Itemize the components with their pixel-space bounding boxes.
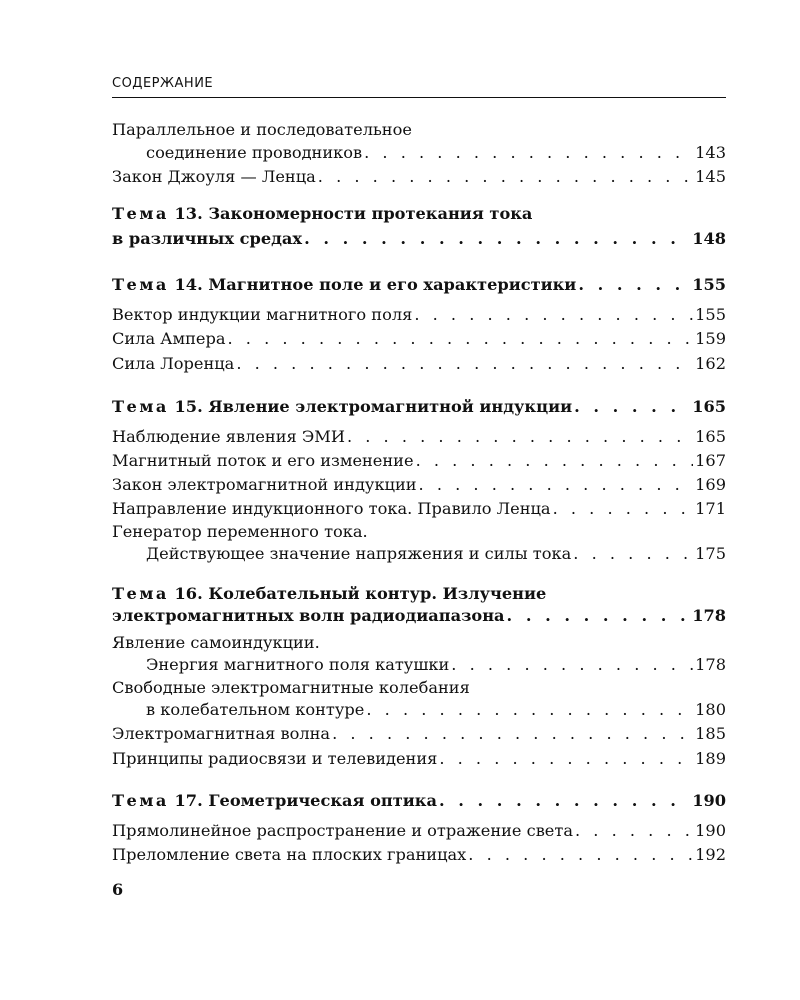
toc-topic-heading [112,393,726,417]
toc-page-number: 185 [695,724,726,743]
toc-entry [146,540,726,564]
dot-leader [574,397,690,417]
toc-page-number: 190 [695,821,726,840]
dot-leader [318,167,693,187]
toc-page-number: 155 [692,275,726,294]
toc-entry [146,696,726,720]
toc-entry-title: 13. Закономерности протекания тока [174,204,533,223]
toc-entry-title: электромагнитных волн радиодиапазона [112,606,505,625]
dot-leader [439,791,690,811]
dot-leader [228,329,694,349]
toc-page-number: 175 [695,544,726,563]
toc-entry-title: 17. Геометрическая оптика [174,791,437,810]
toc-entry-title: в колебательном контуре [146,700,365,719]
toc-entry-title: Наблюдение явления ЭМИ [112,427,345,446]
toc-entry-title: соединение проводников [146,143,363,162]
toc-topic-heading [112,225,726,249]
toc-entry-title: Явление самоиндукции. [112,633,320,652]
toc-page-number: 143 [695,143,726,162]
toc-entry-title: Генератор переменного тока. [112,522,368,541]
toc-page-number: 192 [695,845,726,864]
dot-leader [578,275,690,295]
toc-entry [112,163,726,187]
toc-page-number: 162 [695,354,726,373]
topic-prefix: Тема [112,275,169,294]
toc-page-number: 171 [695,499,726,518]
toc-entry [146,139,726,163]
dot-leader [347,427,693,447]
toc-entry [112,674,726,698]
toc-entry-title: 14. Магнитное поле и его характеристики [174,275,577,294]
toc-page-number: 165 [695,427,726,446]
toc-entry-title: Энергия магнитного поля катушки [146,655,450,674]
dot-leader [416,451,694,471]
toc-entry [112,350,726,374]
topic-prefix: Тема [112,791,169,810]
toc-entry-title: Закон электромагнитной индукции [112,475,417,494]
toc-entry [112,745,726,769]
toc-entry [112,629,726,653]
toc-entry-title: Принципы радиосвязи и телевидения [112,749,438,768]
dot-leader [507,606,691,626]
toc-entry-title: Преломление света на плоских границах [112,845,467,864]
toc-entry [112,325,726,349]
toc-entry-title: 15. Явление электромагнитной индукции [174,397,573,416]
toc-page-number: 178 [692,606,726,625]
dot-leader [468,845,693,865]
dot-leader [575,821,693,841]
toc-topic-heading [112,200,726,224]
dot-leader [414,305,693,325]
toc-entry [112,471,726,495]
toc-entry [112,423,726,447]
toc-entry-title: Закон Джоуля — Ленца [112,167,316,186]
toc-entry-title: Параллельное и последовательное [112,120,412,139]
toc-entry [112,720,726,744]
toc-entry-title: Сила Ампера [112,329,226,348]
toc-entry-title: Свободные электромагнитные колебания [112,678,470,697]
dot-leader [439,749,693,769]
dot-leader [332,724,693,744]
toc-entry [112,495,726,519]
toc-page-number: 169 [695,475,726,494]
toc-topic-heading [112,271,726,295]
toc-entry-title: Вектор индукции магнитного поля [112,305,413,324]
toc-topic-heading [112,580,726,604]
topic-prefix: Тема [112,204,169,223]
toc-entry-title: Направление индукционного тока. Правило Ленца [112,499,551,518]
topic-prefix: Тема [112,397,169,416]
toc-page-number: 165 [692,397,726,416]
toc-page-number: 180 [695,700,726,719]
toc-entry [112,447,726,471]
toc-topic-heading [112,602,726,626]
dot-leader [236,354,693,374]
dot-leader [304,229,690,249]
toc-entry [112,116,726,140]
toc-entry-title: Сила Лоренца [112,354,235,373]
toc-page-number: 178 [695,655,726,674]
toc-entry-title: 16. Колебательный контур. Излучение [174,584,547,603]
toc-page-number: 167 [695,451,726,470]
toc-entry-title: Прямолинейное распространение и отражение света [112,821,573,840]
dot-leader [366,700,693,720]
dot-leader [364,143,693,163]
running-header: СОДЕРЖАНИЕ [112,76,214,91]
toc-entry-title: Действующее значение напряжения и силы тока [146,544,572,563]
toc-page-number: 190 [692,791,726,810]
page-number: 6 [112,880,124,899]
dot-leader [553,499,694,519]
toc-page-number: 145 [695,167,726,186]
toc-page-number: 189 [695,749,726,768]
toc-entry [112,841,726,865]
toc-page-number: 155 [695,305,726,324]
dot-leader [451,655,693,675]
dot-leader [573,544,693,564]
topic-prefix: Тема [112,584,169,603]
toc-page-number: 159 [695,329,726,348]
toc-entry [146,651,726,675]
toc-topic-heading [112,787,726,811]
header-rule [112,97,726,98]
dot-leader [419,475,694,495]
toc-entry-title: Магнитный поток и его изменение [112,451,414,470]
toc-page-number: 148 [692,229,726,248]
toc-entry-title: Электромагнитная волна [112,724,331,743]
toc-entry [112,817,726,841]
toc-entry-title: в различных средах [112,229,303,248]
toc-entry [112,518,726,542]
toc-entry [112,301,726,325]
